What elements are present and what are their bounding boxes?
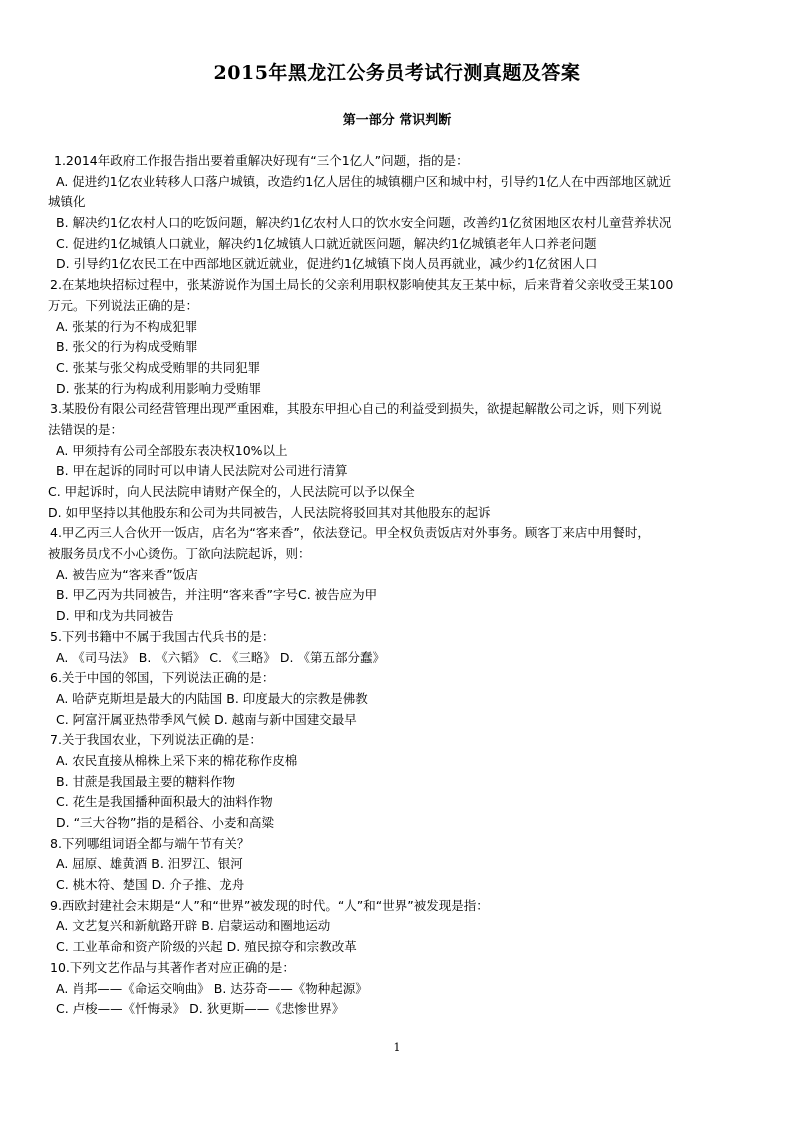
- text-continuation: 被服务员戊不小心烫伤。丁欲向法院起诉，则：: [48, 546, 311, 562]
- answer-option: B. 张父的行为构成受贿罪: [56, 339, 198, 355]
- question-stem: 4.甲乙丙三人合伙开一饭店，店名为“客来香”，依法登记。甲全权负责饭店对外事务。顾客丁来店中用餐时，: [50, 525, 650, 541]
- question-list: [48, 151, 748, 1020]
- text-continuation: 城镇化: [48, 194, 86, 210]
- answer-option: A. 农民直接从棉株上采下来的棉花称作皮棉: [56, 752, 298, 768]
- answer-option: C. 卢梭——《忏悔录》 D. 狄更斯——《悲惨世界》: [56, 1001, 345, 1017]
- question-stem: 1.2014年政府工作报告指出要着重解决好现有“三个1亿人”问题，指的是：: [54, 153, 469, 168]
- document-title: 2015年黑龙江公务员考试行测真题及答案: [213, 62, 581, 84]
- answer-option: C. 桃木符、楚国 D. 介子推、龙舟: [56, 877, 245, 893]
- question-stem: 10.下列文艺作品与其著作者对应正确的是：: [50, 959, 295, 975]
- answer-option: C. 促进约1亿城镇人口就业，解决约1亿城镇人口就近就医问题，解决约1亿城镇老年人口养老问题: [56, 235, 597, 251]
- answer-option: A. 屈原、雄黄酒 B. 汨罗江、银河: [56, 856, 243, 872]
- answer-option: A. 文艺复兴和新航路开辟 B. 启蒙运动和圈地运动: [56, 918, 331, 934]
- answer-option: C. 甲起诉时，向人民法院申请财产保全的，人民法院可以予以保全: [48, 484, 415, 499]
- text-continuation: 万元。下列说法正确的是：: [48, 297, 199, 313]
- answer-option: B. 甲在起诉的同时可以申请人民法院对公司进行清算: [56, 463, 348, 479]
- answer-option: B. 甘蔗是我国最主要的糖料作物: [56, 773, 236, 789]
- answer-option: D. 如甲坚持以其他股东和公司为共同被告，人民法院将驳回其对其他股东的起诉: [48, 504, 491, 520]
- question-stem: 5.下列书籍中不属于我国古代兵书的是：: [50, 628, 275, 644]
- question-stem: 8.下列哪组词语全都与端午节有关？: [50, 835, 250, 851]
- answer-option: D. 引导约1亿农民工在中西部地区就近就业，促进约1亿城镇下岗人员再就业，减少约1亿贫困人口: [56, 256, 598, 272]
- question-stem: 6.关于中国的邻国，下列说法正确的是：: [50, 670, 275, 686]
- question-stem: 9.西欧封建社会末期是“人”和“世界”被发现的时代。“人”和“世界”被发现是指：: [50, 897, 489, 913]
- answer-option: D. 甲和戊为共同被告: [56, 608, 174, 624]
- question-stem: 3.某股份有限公司经营管理出现严重困难，其股东甲担心自己的利益受到损失，欲提起解散公司之诉，则下列说: [50, 401, 662, 417]
- answer-option: C. 花生是我国播种面积最大的油料作物: [56, 794, 273, 810]
- answer-option: A. 张某的行为不构成犯罪: [56, 318, 198, 334]
- answer-option: B. 解决约1亿农村人口的吃饭问题，解决约1亿农村人口的饮水安全问题，改善约1亿贫困地区农村儿童营养状况: [56, 215, 672, 231]
- page-number: 1: [393, 1041, 401, 1054]
- answer-option: A. 哈萨克斯坦是最大的内陆国 B. 印度最大的宗教是佛教: [56, 690, 368, 706]
- question-stem: 7.关于我国农业，下列说法正确的是：: [50, 732, 262, 748]
- answer-option: C. 阿富汗属亚热带季风气候 D. 越南与新中国建交最早: [56, 711, 357, 727]
- answer-option: D. “三大谷物”指的是稻谷、小麦和高粱: [56, 815, 275, 830]
- answer-option: D. 张某的行为构成利用影响力受贿罪: [56, 380, 262, 396]
- text-continuation: 法错误的是：: [48, 421, 124, 437]
- answer-option: A. 《司马法》 B. 《六韬》 C. 《三略》 D. 《第五部分蠢》: [56, 649, 385, 665]
- answer-option: C. 工业革命和资产阶级的兴起 D. 殖民掠夺和宗教改革: [56, 939, 357, 955]
- question-stem: 2.在某地块招标过程中，张某游说作为国土局长的父亲利用职权影响使其友王某中标，后来背着父亲收受王某100: [50, 277, 674, 293]
- answer-option: A. 肖邦——《命运交响曲》 B. 达芬奇——《物种起源》: [56, 980, 368, 996]
- answer-option: A. 被告应为“客来香”饭店: [56, 566, 198, 582]
- answer-option: A. 促进约1亿农业转移人口落户城镇，改造约1亿人居住的城镇棚户区和城中村，引导约1亿人在中西部地区就近: [56, 173, 672, 189]
- answer-option: A. 甲须持有公司全部股东表决权10%以上: [56, 442, 288, 458]
- answer-option: B. 甲乙丙为共同被告，并注明“客来香”字号C. 被告应为甲: [56, 587, 378, 603]
- section-title: 第一部分 常识判断: [342, 113, 452, 128]
- answer-option: C. 张某与张父构成受贿罪的共同犯罪: [56, 359, 261, 375]
